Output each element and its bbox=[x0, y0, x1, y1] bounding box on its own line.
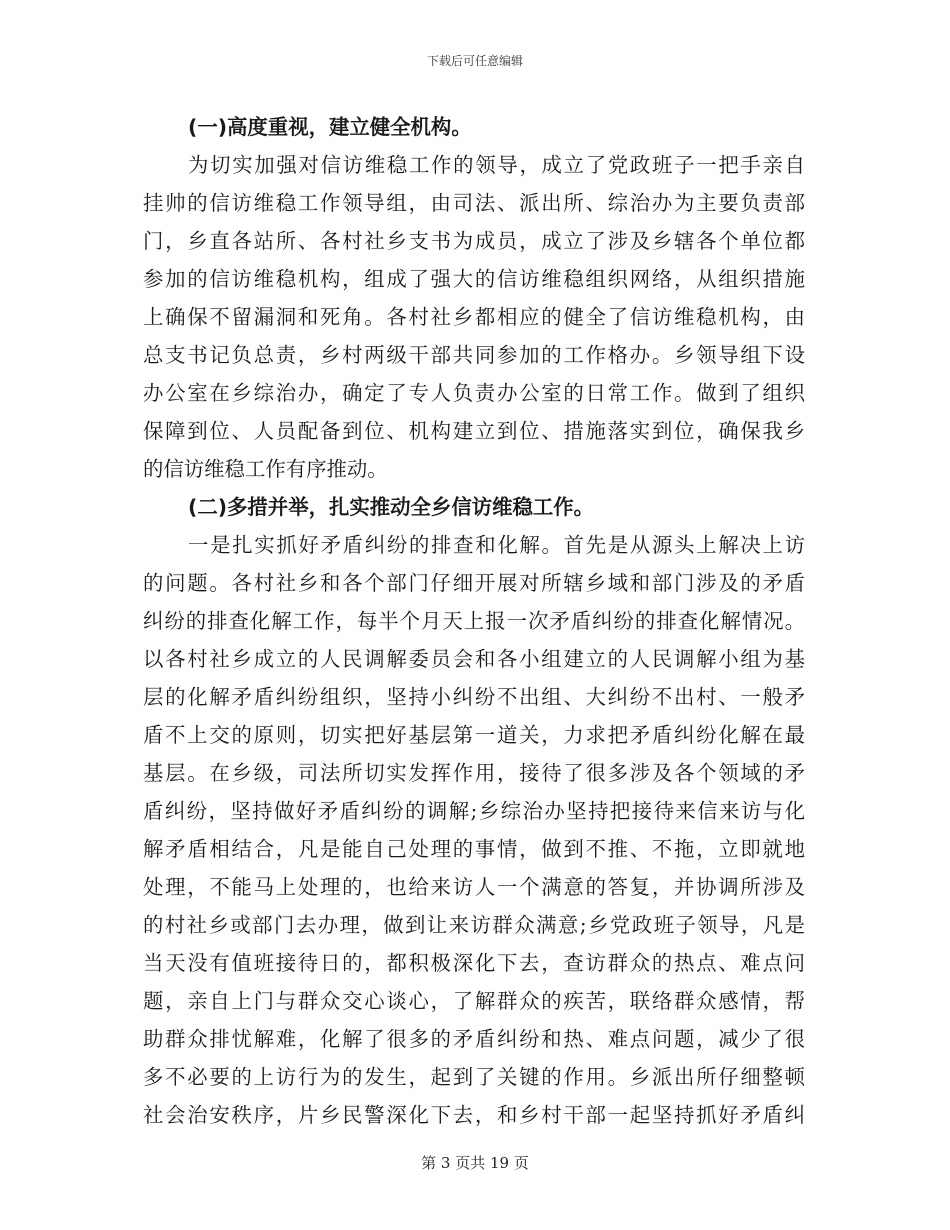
body-line: 门，乡直各站所、各村社乡支书为成员，成立了涉及乡辖各个单位都 bbox=[143, 229, 805, 253]
body-line: 参加的信访维稳机构，组成了强大的信访维稳组织网络，从组织措施 bbox=[143, 267, 805, 291]
body-line: 题，亲自上门与群众交心谈心，了解群众的疾苦，联络群众感情，帮 bbox=[143, 989, 805, 1013]
body-line: 保障到位、人员配备到位、机构建立到位、措施落实到位，确保我乡 bbox=[143, 419, 805, 443]
body-line: 以各村社乡成立的人民调解委员会和各小组建立的人民调解小组为基 bbox=[143, 647, 805, 671]
body-line: 助群众排忧解难，化解了很多的矛盾纠纷和热、难点问题，减少了很 bbox=[143, 1027, 805, 1051]
body-line: 层的化解矛盾纠纷组织，坚持小纠纷不出组、大纠纷不出村、一般矛 bbox=[143, 685, 805, 709]
body-line: 一是扎实抓好矛盾纠纷的排查和化解。首先是从源头上解决上访 bbox=[188, 533, 805, 557]
body-line: 当天没有值班接待日的，都积极深化下去，查访群众的热点、难点问 bbox=[143, 951, 805, 975]
body-line: 盾不上交的原则，切实把好基层第一道关，力求把矛盾纠纷化解在最 bbox=[143, 723, 805, 747]
body-line: 总支书记负总责，乡村两级干部共同参加的工作格办。乡领导组下设 bbox=[143, 343, 805, 367]
body-line: 挂帅的信访维稳工作领导组，由司法、派出所、综治办为主要负责部 bbox=[143, 191, 805, 215]
body-line: 上确保不留漏洞和死角。各村社乡都相应的健全了信访维稳机构，由 bbox=[143, 305, 805, 329]
body-line: 基层。在乡级，司法所切实发挥作用，接待了很多涉及各个领域的矛 bbox=[143, 761, 805, 785]
body-line: 盾纠纷，坚持做好矛盾纠纷的调解;乡综治办坚持把接待来信来访与化 bbox=[143, 799, 805, 823]
body-line: 纠纷的排查化解工作，每半个月天上报一次矛盾纠纷的排查化解情况。 bbox=[143, 609, 805, 633]
body-line: 社会治安秩序，片乡民警深化下去，和乡村干部一起坚持抓好矛盾纠 bbox=[143, 1103, 805, 1127]
section-heading: (二)多措并举，扎实推动全乡信访维稳工作。 bbox=[188, 495, 595, 519]
body-line: 解矛盾相结合，凡是能自己处理的事情，做到不推、不拖，立即就地 bbox=[143, 837, 805, 861]
body-line: 的村社乡或部门去办理，做到让来访群众满意;乡党政班子领导，凡是 bbox=[143, 913, 805, 937]
page-number: 第 3 页共 19 页 bbox=[421, 1154, 529, 1172]
body-line: 的信访维稳工作有序推动。 bbox=[143, 457, 388, 481]
section-heading: (一)高度重视，建立健全机构。 bbox=[188, 115, 472, 139]
body-line: 多不必要的上访行为的发生，起到了关键的作用。乡派出所仔细整顿 bbox=[143, 1065, 805, 1089]
page-header-note: 下载后可任意编辑 bbox=[426, 54, 523, 68]
body-line: 的问题。各村社乡和各个部门仔细开展对所辖乡域和部门涉及的矛盾 bbox=[143, 571, 805, 595]
body-line: 为切实加强对信访维稳工作的领导，成立了党政班子一把手亲自 bbox=[188, 153, 805, 177]
document-body bbox=[143, 108, 805, 1134]
body-line: 处理，不能马上处理的，也给来访人一个满意的答复，并协调所涉及 bbox=[143, 875, 805, 899]
body-line: 办公室在乡综治办，确定了专人负责办公室的日常工作。做到了组织 bbox=[143, 381, 805, 405]
